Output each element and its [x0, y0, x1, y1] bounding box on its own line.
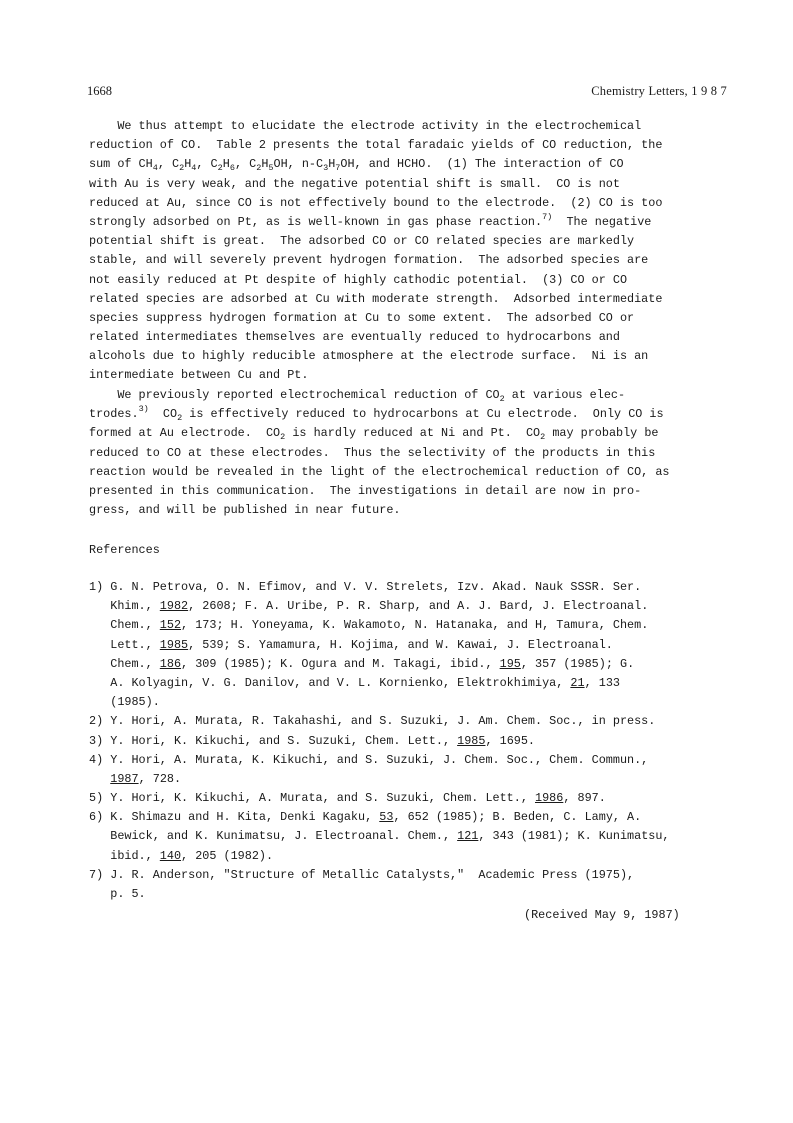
- text-line: reduced at Au, since CO is not effectively bound to the electrode. (2) CO is too: [89, 195, 663, 210]
- reference-line: Chem., 186, 309 (1985); K. Ogura and M. Takagi, ibid., 195, 357 (1985); G.: [89, 656, 635, 671]
- reference-line: ibid., 140, 205 (1982).: [89, 848, 274, 863]
- subscript: 5: [268, 163, 274, 174]
- subscript: 2: [499, 394, 505, 404]
- text-line: sum of $CH_4$, $C_2H_4$, $C_2H_6$, $C_2H_5OH$, $n-C_3H_7OH$, and HCHO. (1) The interaction of CO: [89, 157, 624, 174]
- volume-number: 1985: [159, 637, 189, 652]
- references-list: [89, 578, 729, 904]
- volume-number: 140: [159, 848, 182, 863]
- text-line: trodes.$^{3)}$ $CO_2$ is effectively reduced to hydrocarbons at Cu electrode. Only CO is: [89, 404, 664, 424]
- text-line: reaction would be revealed in the light of the electrochemical reduction of CO, as: [89, 464, 670, 479]
- volume-number: 186: [159, 656, 182, 671]
- text-line: alcohols due to highly reducible atmosphere at the electrode surface. Ni is an: [89, 349, 649, 364]
- text-line: related intermediates themselves are eventually reduced to hydrocarbons and: [89, 330, 620, 345]
- text-line: gress, and will be published in near future.: [89, 503, 401, 518]
- volume-number: 121: [457, 829, 479, 844]
- text-line: intermediate between Cu and Pt.: [89, 368, 309, 383]
- reference-line: 5) Y. Hori, K. Kikuchi, A. Murata, and S. Suzuki, Chem. Lett., 1986, 897.: [89, 791, 606, 806]
- text-line: species suppress hydrogen formation at Cu to some extent. The adsorbed CO or: [89, 310, 635, 325]
- reference-line: (1985).: [89, 695, 160, 710]
- text-line: We thus attempt to elucidate the electrode activity in the electrochemical: [89, 119, 642, 133]
- subscript: 3: [323, 163, 329, 174]
- text-line: reduction of CO. Table 2 presents the total faradaic yields of CO reduction, the: [89, 138, 663, 153]
- subscript: 2: [177, 413, 183, 424]
- subscript: 4: [191, 163, 197, 174]
- reference-line: A. Kolyagin, V. G. Danilov, and V. L. Kornienko, Elektrokhimiya, 21, 133: [89, 675, 620, 690]
- volume-number: 1982: [159, 599, 189, 614]
- page-number: 1668: [87, 84, 112, 98]
- paragraph-1: [89, 117, 729, 386]
- reference-line: Lett., 1985, 539; S. Yamamura, H. Kojima, and W. Kawai, J. Electroanal.: [89, 637, 613, 652]
- volume-number: 53: [379, 810, 394, 825]
- volume-number: 1987: [110, 771, 139, 786]
- citation-superscript: 3): [138, 404, 149, 415]
- text-line: potential shift is great. The adsorbed CO or CO related species are markedly: [89, 234, 635, 249]
- reference-line: 3) Y. Hori, K. Kikuchi, and S. Suzuki, Chem. Lett., 1985, 1695.: [89, 733, 536, 748]
- subscript: 2: [217, 163, 223, 174]
- text-line: not easily reduced at Pt despite of highly cathodic potential. (3) CO or CO: [89, 272, 628, 287]
- text-line: related species are adsorbed at Cu with moderate strength. Adsorbed intermediate: [89, 291, 663, 306]
- journal-title: Chemistry Letters, 1 9 8 7: [591, 84, 727, 98]
- reference-line: p. 5.: [89, 887, 146, 901]
- reference-line: 6) K. Shimazu and H. Kita, Denki Kagaku, 53, 652 (1985); B. Beden, C. Lamy, A.: [89, 810, 642, 825]
- volume-number: 1985: [457, 733, 486, 748]
- text-line: stable, and will severely prevent hydrogen formation. The adsorbed species are: [89, 253, 649, 268]
- reference-line: Khim., 1982, 2608; F. A. Uribe, P. R. Sharp, and A. J. Bard, J. Electroanal.: [89, 599, 649, 614]
- reference-line: 4) Y. Hori, A. Murata, K. Kikuchi, and S. Suzuki, J. Chem. Soc., Chem. Commun.,: [89, 752, 649, 767]
- subscript: 7: [335, 163, 341, 174]
- reference-line: 1) G. N. Petrova, O. N. Efimov, and V. V. Strelets, Izv. Akad. Nauk SSSR. Ser.: [89, 580, 642, 594]
- subscript: 2: [179, 163, 185, 174]
- subscript: 6: [229, 163, 235, 174]
- text-line: strongly adsorbed on Pt, as is well-known in gas phase reaction.$^{7)}$ The negative: [89, 211, 652, 229]
- received-date: (Received May 9, 1987): [524, 908, 680, 922]
- reference-line: 1987, 728.: [110, 771, 182, 786]
- volume-number: 195: [499, 656, 521, 671]
- subscript: 4: [152, 163, 158, 174]
- volume-number: 21: [570, 675, 585, 690]
- reference-line: Chem., 152, 173; H. Yoneyama, K. Wakamoto, N. Hatanaka, and H, Tamura, Chem.: [89, 618, 649, 633]
- text-line: reduced to CO at these electrodes. Thus the selectivity of the products in this: [89, 445, 656, 460]
- text-line: with Au is very weak, and the negative potential shift is small. CO is not: [89, 176, 620, 191]
- volume-number: 1986: [535, 791, 564, 806]
- text-line: formed at Au electrode. $CO_2$ is hardly reduced at Ni and Pt. $CO_2$ may probably be: [89, 426, 659, 443]
- volume-number: 152: [159, 618, 182, 633]
- reference-line: 7) J. R. Anderson, "Structure of Metallic Catalysts," Academic Press (1975),: [89, 867, 635, 882]
- text-line: We previously reported electrochemical reduction of $CO_2$ at various elec-: [89, 388, 626, 404]
- reference-line: 2) Y. Hori, A. Murata, R. Takahashi, and S. Suzuki, J. Am. Chem. Soc., in press.: [89, 714, 656, 729]
- paragraph-2: [89, 386, 729, 520]
- subscript: 2: [540, 432, 546, 443]
- page-header: [87, 84, 727, 100]
- reference-line: Bewick, and K. Kunimatsu, J. Electroanal. Chem., 121, 343 (1981); K. Kunimatsu,: [89, 829, 670, 844]
- subscript: 2: [256, 163, 262, 174]
- text-line: presented in this communication. The investigations in detail are now in pro-: [89, 483, 642, 498]
- citation-superscript: 7): [542, 211, 553, 222]
- subscript: 2: [280, 432, 286, 443]
- references-heading: References: [89, 543, 160, 557]
